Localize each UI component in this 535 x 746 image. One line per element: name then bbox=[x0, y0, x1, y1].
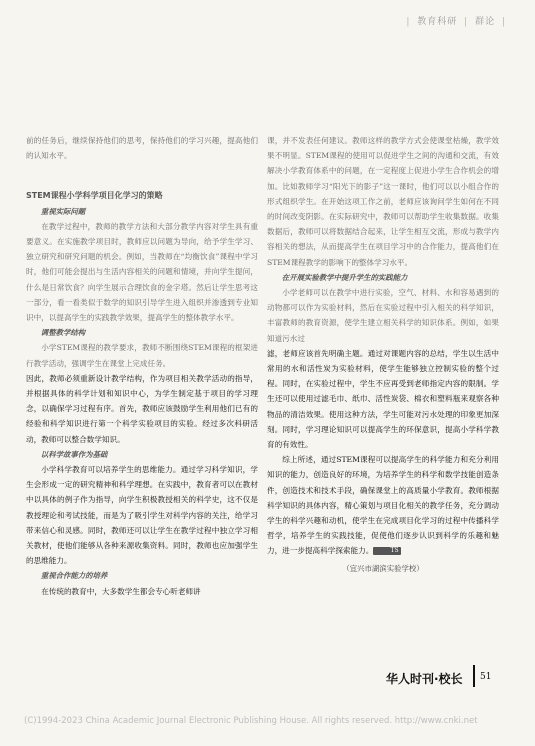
conclusion-text: 综上所述，通过STEM课程可以提高学生的科学能力和充分利用知识的能力，创造良好的环境，为培养学生的科学和数学技能创造条件，创造技术和技术手段，确保课堂上的高质量小学教育。教师根据科学知识的具体内容，精心策划与项目化相关的教学任务，充分调动学生的科学兴趣和动机，使学生在完成项目化学习的过程中传播科学哲学，培养学生的实践技能，促使他们逐步认识到科学的乐趣和魅力，进一步提高科学探索能力。 bbox=[267, 455, 499, 556]
paragraph: 课，并不发表任何建议。教师这样的教学方式会使课堂枯燥，教学效果不明显。STEM课程的使用可以促进学生之间的沟通和交流，有效解决小学教育体系中的问题，在一定程度上促进小学生合作机会的增加。比如教师学习“阳光下的影子”这一课时，他们可以以小组合作的形式组织学生。在开始这项工作之前，老师应该询问学生如何在不同的时间改变阴影。在实际研究中，教师可以帮助学生收集数据。收集数据后，教师可以将数据结合起来，让学生相互交流，形成与教学内容相关的想法，从而提高学生在项目学习中的合作能力，提高他们在STEM课程教学的影响下的整体学习水平。 bbox=[267, 136, 499, 267]
copyright-notice: (C)1994-2023 China Academic Journal Electronic Publishing House. All rights reserved. http://www.cnki.net bbox=[24, 716, 478, 726]
paragraph: 小学老师可以在教学中进行实验，空气、材料、水和容易遇到的动物都可以作为实验材料，然后在实验过程中引入相关的科学知识，丰富教师的教育资源，使学生建立相关科学的知识体系。例如，如果知道污水过 bbox=[267, 288, 499, 343]
intro-paragraph: 前的任务后，继续保持他们的思考，保持他们的学习兴趣，提高他们的认知水平。 bbox=[26, 136, 258, 161]
author-affiliation: （宜兴市湖滨实验学校） bbox=[342, 563, 424, 573]
subheading-science-stories: 以科学故事作为基础 bbox=[40, 449, 108, 459]
header-section: 教育科研 bbox=[417, 17, 458, 27]
paragraph: 因此，教师必须重新设计教学结构，作为项目相关教学活动的指导，并根据具体的科学计划和知识中心，为学生制定基于项目的学习理念，以确保学习过程有序。首先，教师应该鼓励学生利用他们已有的经验和科学知识进行第一个科学实验项目的实验。经过多次科研活动，教师可以整合数学知识。 bbox=[26, 373, 258, 444]
left-column bbox=[26, 133, 258, 599]
paragraph: 小学STEM课程的教学要求，教师不断围绕STEM课程的框架进行教学活动，强调学生在课堂上完成任务。 bbox=[26, 343, 258, 368]
conclusion-paragraph bbox=[267, 452, 499, 558]
header-separator: | bbox=[406, 17, 411, 27]
running-header bbox=[403, 14, 509, 27]
section-title: STEM课程小学科学项目化学习的策略 bbox=[26, 191, 163, 201]
header-separator: | bbox=[464, 17, 469, 27]
subheading-cooperation: 重视合作能力的培养 bbox=[40, 571, 108, 581]
header-separator: | bbox=[501, 17, 506, 27]
end-mark: TS bbox=[373, 547, 400, 555]
subheading-teaching-structure: 调整教学结构 bbox=[40, 328, 86, 338]
subheading-practical-problems: 重视实际问题 bbox=[40, 206, 86, 216]
page-number: 51 bbox=[480, 672, 492, 682]
footer-divider bbox=[473, 665, 475, 687]
right-column bbox=[267, 133, 499, 576]
paragraph: 滤，老师应该首先明确主题。通过对课题内容的总结，学生以生活中常用的水和活性炭为实验材料，使学生能够独立控制实验的整个过程。同时，在实验过程中，学生不应再受到老师指定内容的限制。学生还可以使用过滤毛巾、纸巾、活性炭袋、棉衣和塑料瓶来观察各种物品的清洁效果。使用这种方法，学生可能对污水处理的印象更加深刻。同时，学习理论知识可以提高学生的环保意识，提高小学科学教育的有效性。 bbox=[267, 348, 499, 450]
header-subsection: 群论 bbox=[475, 17, 496, 27]
subheading-experiments: 在开展实验教学中提升学生的实践能力 bbox=[281, 272, 408, 282]
paragraph: 在教学过程中，教师的教学方法和大部分教学内容对学生具有重要意义。在实施教学项目时，教师应以问题为导向，给予学生学习、独立研究和研究问题的机会。例如，当教师在“均衡饮食”课程中学习时，他们可能会提出与生活内容相关的问题和情境，并向学生提问，什么是日常饮食？向学生展示合理饮食的金字塔。然后让学生思考这一部分，看一看类似于数学的知识引导学生进入组织并渗透到专业知识中，以提高学生的实践教学效果，提高学生的整体教学水平。 bbox=[26, 221, 258, 323]
journal-brand: 华人时刊·校长 bbox=[386, 672, 463, 686]
paragraph: 在传统的教育中，大多数学生都会专心听老师讲 bbox=[41, 586, 201, 596]
paragraph: 小学科学教育可以培养学生的思维能力。通过学习科学知识，学生会形成一定的研究精神和科学理想。在实践中，教育者可以在教材中以具体的例子作为指导，向学生积极教授相关的科学史，这不仅是教授理论和考试技能，而是为了吸引学生对科学内容的关注，给学习带来信心和灵感。同时，教师还可以让学生在教学过程中独立学习相关教材，使他们能够从各种来源收集资料。同时，教师也应加强学生的思维能力。 bbox=[26, 465, 258, 566]
